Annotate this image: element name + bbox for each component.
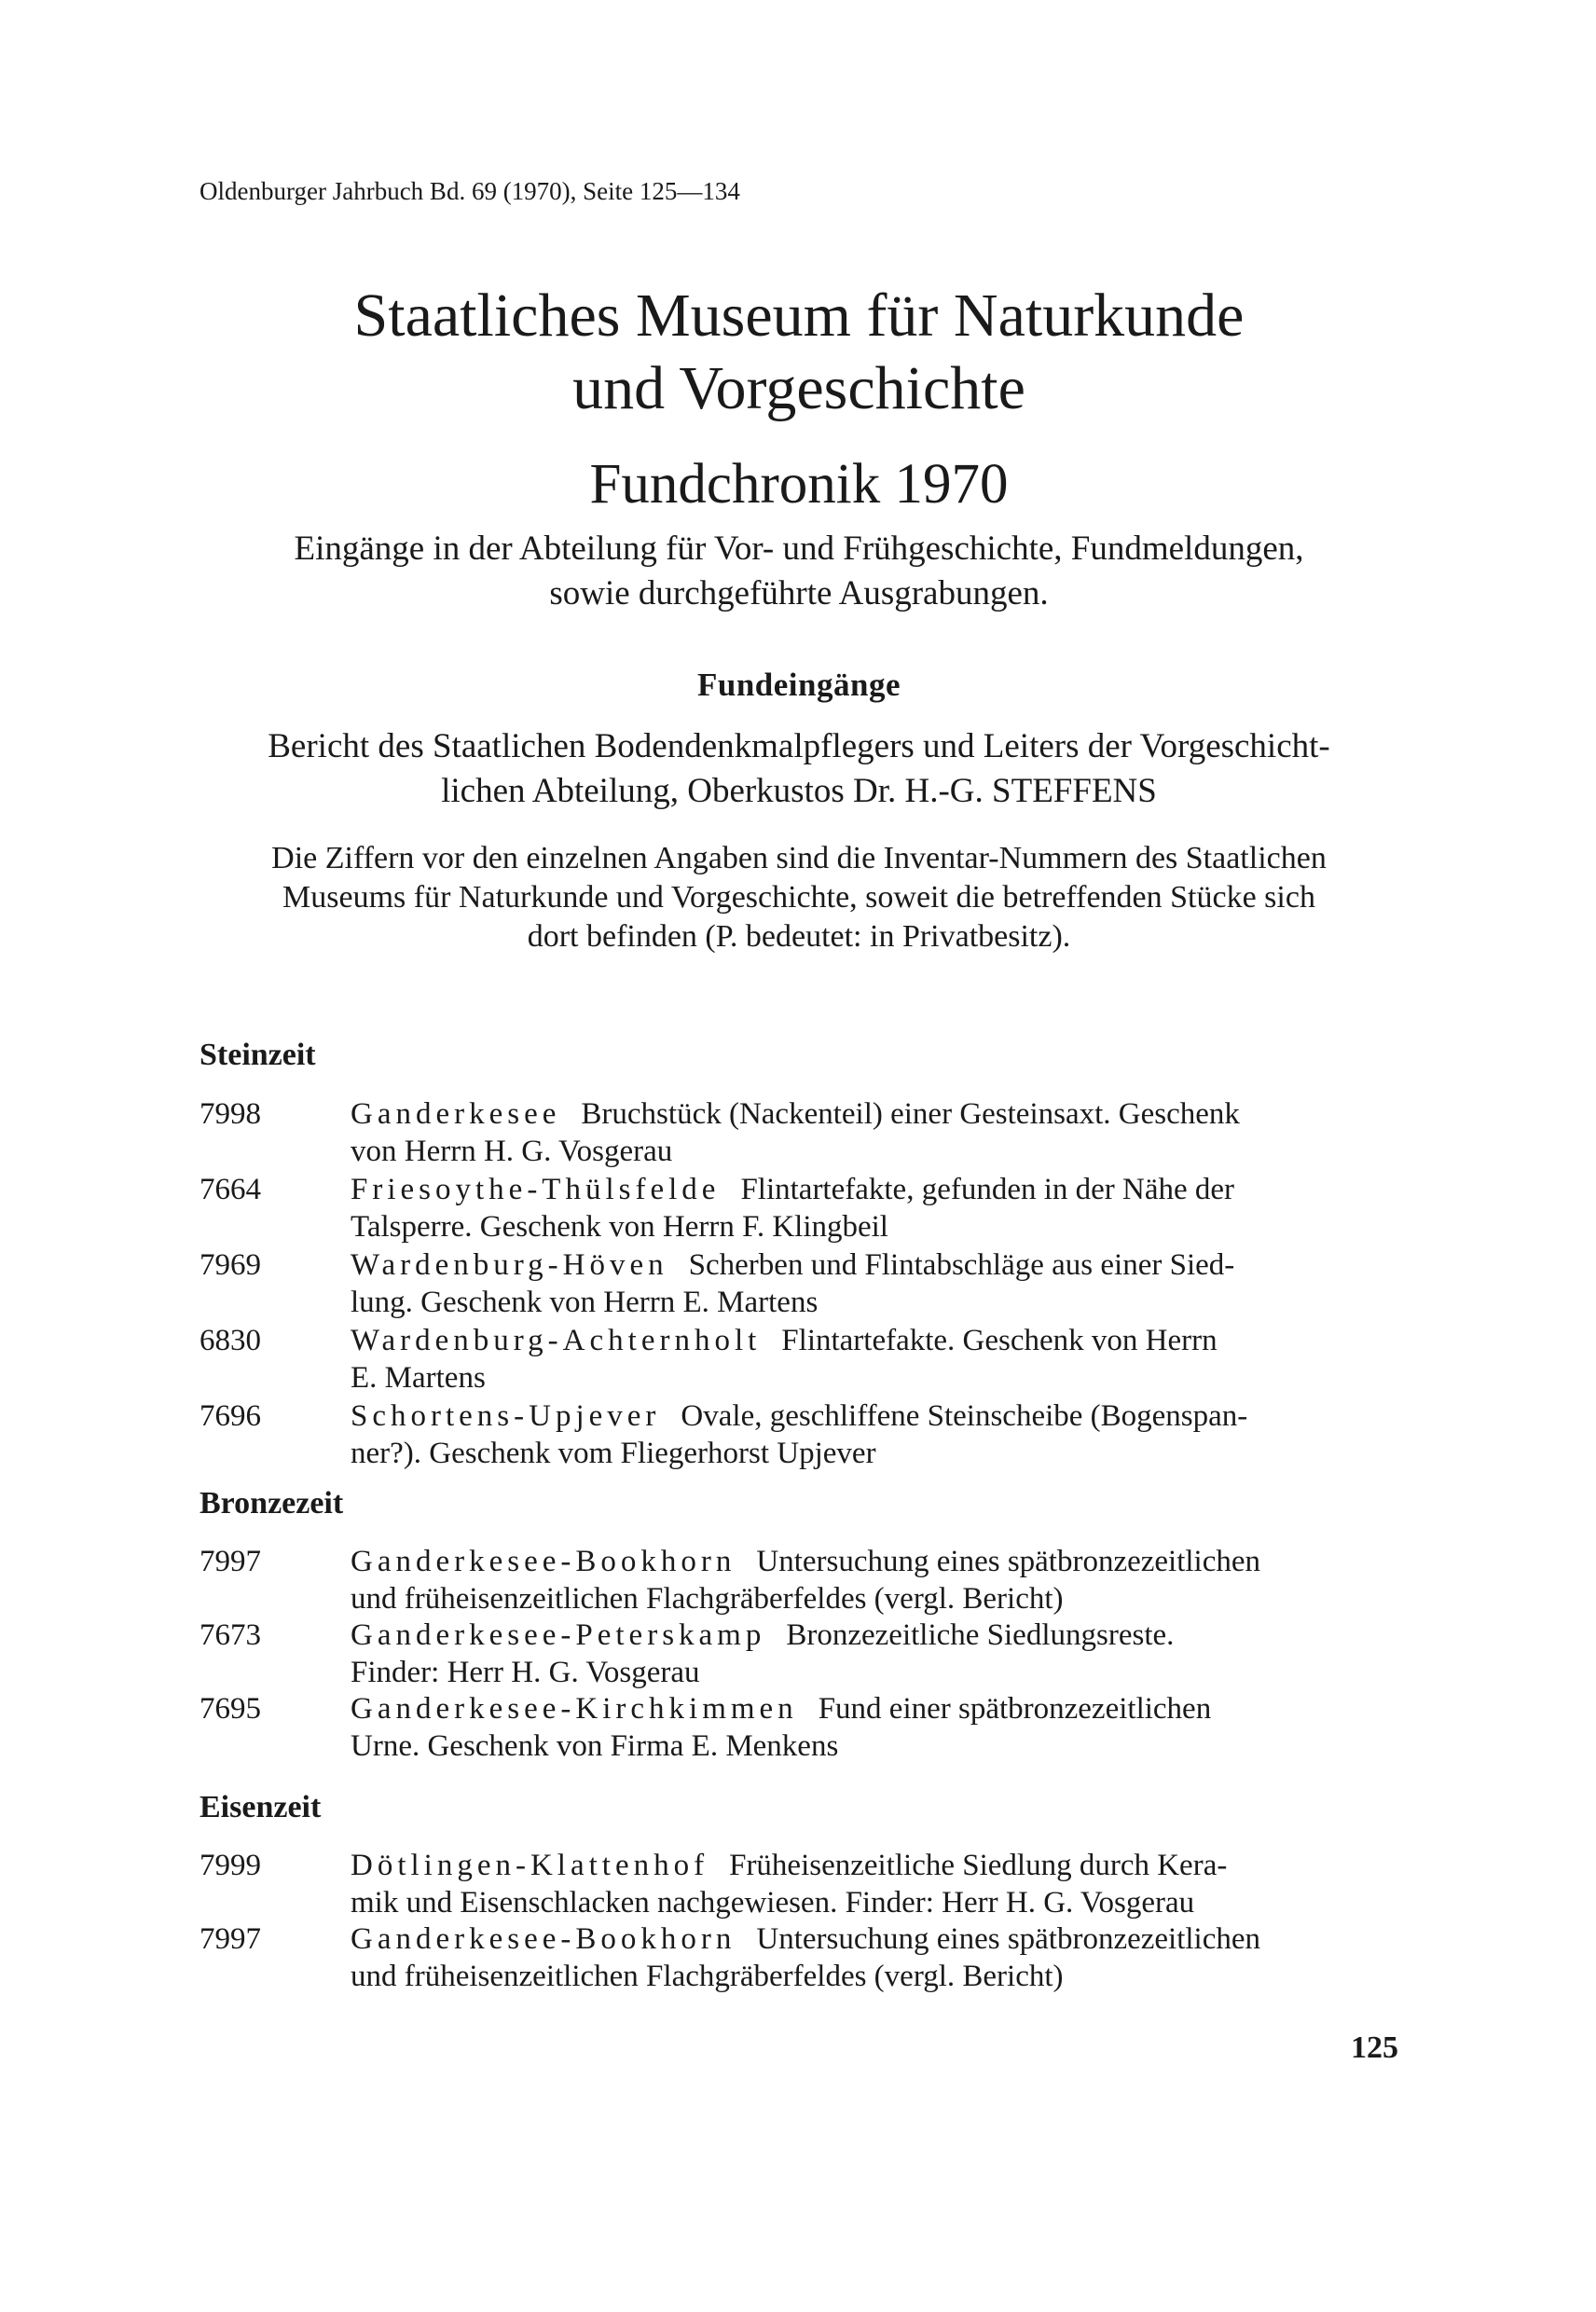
find-place: Dötlingen-Klattenhof — [351, 1849, 709, 1882]
subtitle — [200, 527, 1398, 616]
entry-text: Flintartefakte. Geschenk von Herrn — [781, 1324, 1218, 1357]
find-place: Ganderkesee-Bookhorn — [351, 1922, 736, 1956]
inventory-number: 6830 — [200, 1324, 261, 1357]
entry-body — [351, 1920, 1398, 1995]
inventory-number: 7999 — [200, 1849, 261, 1882]
entry-text: Untersuchung eines spätbronzezeitlichen — [756, 1545, 1261, 1578]
inventory-number: 7998 — [200, 1097, 261, 1131]
inventory-number: 7997 — [200, 1545, 261, 1578]
entry-body — [351, 1322, 1398, 1397]
inventory-number: 7969 — [200, 1248, 261, 1282]
entry-text-continued: lung. Geschenk von Herrn E. Martens — [351, 1286, 819, 1319]
entry-text-continued: Urne. Geschenk von Firma E. Menkens — [351, 1729, 839, 1763]
entry-text-continued: und früheisenzeitlichen Flachgräberfeldes (vergl. Bericht) — [351, 1960, 1064, 1993]
find-place: Schortens-Upjever — [351, 1399, 661, 1433]
page-number: 125 — [1351, 2030, 1398, 2065]
entry-text-continued: Finder: Herr H. G. Vosgerau — [351, 1656, 700, 1689]
find-place: Wardenburg-Achternholt — [351, 1324, 762, 1357]
find-place: Wardenburg-Höven — [351, 1248, 668, 1282]
entry-text: Ovale, geschliffene Steinscheibe (Bogenspan- — [681, 1399, 1248, 1433]
entry-text-continued: ner?). Geschenk vom Fliegerhorst Upjever — [351, 1437, 876, 1470]
entry-text: Bronzezeitliche Siedlungsreste. — [786, 1618, 1175, 1652]
find-place: Ganderkesee — [351, 1097, 561, 1131]
entry-text: Bruchstück (Nackenteil) einer Gesteinsaxt. Geschenk — [581, 1097, 1240, 1131]
entry-text: Früheisenzeitliche Siedlung durch Kera- — [729, 1849, 1228, 1882]
entry-body — [351, 1246, 1398, 1321]
title-line-1: Staatliches Museum für Naturkunde — [353, 282, 1245, 350]
entry-text-continued: Talsperre. Geschenk von Herrn F. Klingbeil — [351, 1210, 888, 1244]
entry-body — [351, 1171, 1398, 1245]
find-place: Ganderkesee-Kirchkimmen — [351, 1692, 798, 1726]
entry-body — [351, 1543, 1398, 1617]
subtitle-line-2: sowie durchgeführte Ausgrabungen. — [549, 574, 1049, 612]
report-line-2: lichen Abteilung, Oberkustos Dr. H.-G. STEFFENS — [441, 772, 1157, 810]
section-heading-bronzezeit: Bronzezeit — [200, 1486, 344, 1521]
section-title: Fundeingänge — [697, 667, 901, 703]
section-heading-eisenzeit: Eisenzeit — [200, 1790, 322, 1824]
entry-text: Untersuchung eines spätbronzezeitlichen — [756, 1922, 1261, 1956]
section-heading-steinzeit: Steinzeit — [200, 1038, 316, 1072]
entry-body — [351, 1397, 1398, 1472]
inventory-number: 7673 — [200, 1618, 261, 1652]
entry-body — [351, 1095, 1398, 1170]
report-line-1: Bericht des Staatlichen Bodendenkmalpflegers und Leiters der Vorgeschicht- — [268, 727, 1330, 765]
chronik-title: Fundchronik 1970 — [589, 453, 1009, 516]
entry-text: Fund einer spätbronzezeitlichen — [818, 1692, 1212, 1726]
entry-text-continued: mik und Eisenschlacken nachgewiesen. Finder: Herr H. G. Vosgerau — [351, 1886, 1195, 1920]
running-head: Oldenburger Jahrbuch Bd. 69 (1970), Seite 125—134 — [200, 177, 740, 205]
note-line-3: dort befinden (P. bedeutet: in Privatbesitz). — [527, 919, 1071, 954]
entry-body — [351, 1847, 1398, 1921]
find-place: Ganderkesee-Peterskamp — [351, 1618, 766, 1652]
note-line-1: Die Ziffern vor den einzelnen Angaben sind die Inventar-Nummern des Staatlichen — [271, 841, 1327, 875]
inventory-number: 7696 — [200, 1399, 261, 1433]
inventory-number: 7664 — [200, 1173, 261, 1206]
entry-body — [351, 1617, 1398, 1691]
entry-text-continued: E. Martens — [351, 1361, 486, 1395]
inventory-number: 7695 — [200, 1692, 261, 1726]
entry-text-continued: von Herrn H. G. Vosgerau — [351, 1135, 673, 1168]
main-title — [200, 280, 1398, 425]
find-place: Friesoythe-Thülsfelde — [351, 1173, 721, 1206]
entry-body — [351, 1690, 1398, 1765]
entry-text: Scherben und Flintabschläge aus einer Sied- — [688, 1248, 1235, 1282]
report-credit — [200, 724, 1398, 814]
entry-text: Flintartefakte, gefunden in der Nähe der — [740, 1173, 1235, 1206]
inventory-number: 7997 — [200, 1922, 261, 1956]
subtitle-line-1: Eingänge in der Abteilung für Vor- und Frühgeschichte, Fundmeldungen, — [294, 530, 1304, 568]
note-line-2: Museums für Naturkunde und Vorgeschichte, soweit die betreffenden Stücke sich — [282, 880, 1315, 915]
inventory-note — [200, 839, 1398, 956]
entry-text-continued: und früheisenzeitlichen Flachgräberfeldes (vergl. Bericht) — [351, 1582, 1064, 1616]
title-line-2: und Vorgeschichte — [572, 354, 1025, 422]
find-place: Ganderkesee-Bookhorn — [351, 1545, 736, 1578]
